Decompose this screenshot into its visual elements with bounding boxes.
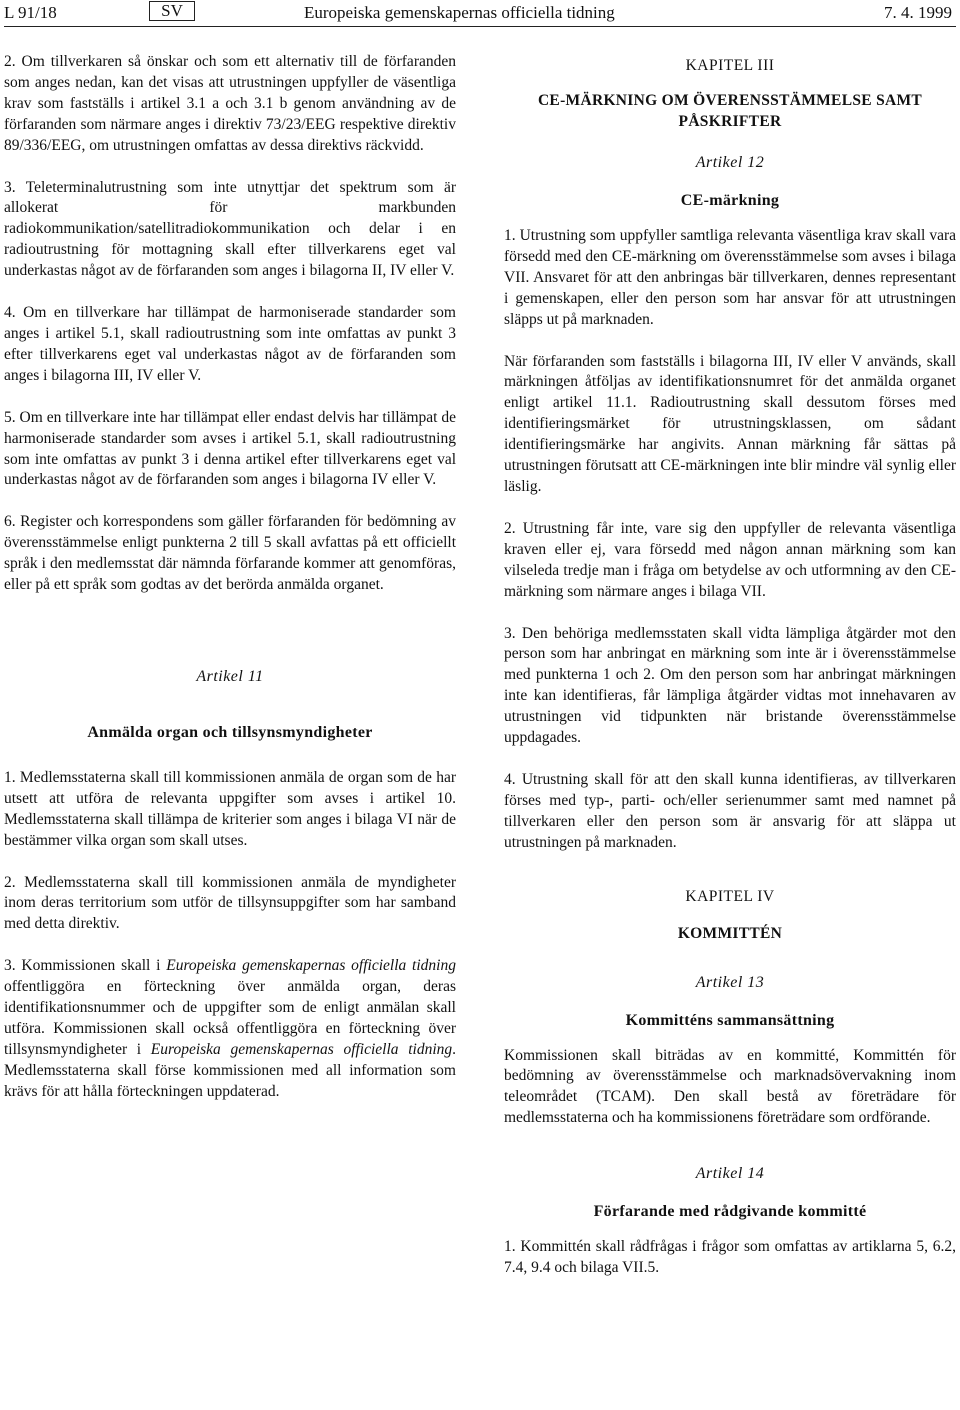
article-13-title: Kommitténs sammansättning: [625, 1011, 835, 1029]
chapter-4-label: KAPITEL IV: [685, 887, 775, 905]
article-11-paragraph-3: [4, 956, 456, 1102]
journal-reference: Europeiska gemenskapernas officiella tidning: [166, 957, 456, 975]
article-13-number: Artikel 13: [695, 973, 765, 991]
article-12-paragraph-3: 3. Den behöriga medlemsstaten skall vidta lämpliga åtgärder mot den person som har anbringat en märkning som inte är i överensstämmelse med punkterna 1 och 2. Om den person som har anbringat märkningen inte kan identifieras, får lämpliga åtgärder vidtas mot innehavaren av utrustningen vid tidpunkten när bristande överensstämmelse uppdagades.: [504, 624, 956, 747]
chapter-3-label: KAPITEL III: [685, 57, 775, 74]
article-14-title: Förfarande med rådgivande kommitté: [593, 1203, 867, 1221]
text-segment: offentliggöra en förteckning över anmälda organ, deras identifikationsnummer och de uppgifter som de enligt anmälan skall utföra. Kommissionen skall också offentliggöra en förteckning över tillsynsmyndigheter i: [4, 978, 456, 1058]
article-11-title: Anmälda organ och tillsynsmyndigheter: [87, 723, 373, 741]
journal-reference: Europeiska gemenskapernas officiella tidning: [150, 1040, 453, 1058]
article-12-title: CE-märkning: [680, 192, 780, 209]
journal-title: Europeiska gemenskapernas officiella tidning: [304, 3, 615, 22]
right-column: [504, 52, 956, 1279]
article-12-paragraph-1: 1. Utrustning som uppfyller samtliga relevanta väsentliga krav skall vara försedd med den CE-märkning om överensstämmelse som avses i bilaga VII. Ansvaret för att den anbringas bär tillverkaren, dennes representant i gemenskapen, eller den person som har ansvar för att utrustningen släpps ut på marknaden.: [504, 227, 956, 328]
language-code: SV: [149, 1, 195, 21]
paragraph-6: 6. Register och korrespondens som gäller förfaranden för bedömning av överensstämmelse enligt punkterna 2 till 5 skall avfattas på ett officiellt språk i den medlemsstat där nämnda förfarande kommer att genomföras, eller på ett språk som godtas av det berörda anmälda organet.: [4, 513, 456, 594]
article-12-paragraph-4: 4. Utrustning skall för att den skall kunna identifieras, av tillverkaren förses med typ-, parti- och/eller serienummer samt med namnet på tillverkaren eller den person som är ansvarig för att släppa ut utrustningen på marknaden.: [504, 770, 956, 851]
paragraph-3: 3. Teleterminalutrustning som inte utnyttjar det spektrum som är allokerat för markbunden radiokommunikation/satellitradiokommunikation och delar i en radioutrustning för mottagning skall efter tillverkarens eget val underkastas något av de förfaranden som anges i bilagorna II, IV eller V.: [4, 178, 456, 280]
article-11-number: Artikel 11: [196, 667, 264, 685]
article-12-paragraph-1b: När förfaranden som fastställs i bilagorna III, IV eller V används, skall märkningen åtföljas av identifikationsnumret för det anmälda organet enligt artikel 11.1. Radioutrustning skall dessutom förses med identifieringsmärket för utrustningsklassen, om sådant identifieringsmärke har angivits. Annan märkning får sättas på utrustningen förutsatt att CE-märkningen inte blir mindre väl synlig eller läslig.: [504, 352, 956, 495]
chapter-4-title: KOMMITTÉN: [677, 924, 783, 942]
article-12-number: Artikel 12: [695, 154, 765, 171]
paragraph-4: 4. Om en tillverkare har tillämpat de harmoniserade standarder som anges i artikel 5.1, skall radioutrustning som inte omfattas av punkt 3 efter tillverkarens eget val underkastas något av de förfaranden som anges i bilagorna III, IV eller V.: [4, 304, 456, 384]
text-segment: 3. Kommissionen skall i: [4, 957, 167, 975]
article-14-paragraph-1: 1. Kommittén skall rådfrågas i frågor som omfattas av artiklarna 5, 6.2, 7.4, 9.4 och bilaga VII.5.: [504, 1238, 956, 1277]
article-14-number: Artikel 14: [695, 1165, 765, 1183]
article-12-paragraph-2: 2. Utrustning får inte, vare sig den uppfyller de relevanta väsentliga kraven eller ej, vara försedd med någon annan märkning som kan vilseleda tredje man i fråga om betydelse av och utformning av den CE-märkning som närmare anges i bilaga VII.: [504, 519, 956, 600]
article-11-paragraph-2: 2. Medlemsstaterna skall till kommissionen anmäla de myndigheter inom deras territorium som utför de tillsynsuppgifter som har samband med detta direktiv.: [4, 873, 456, 933]
text-segment: . Medlemsstaterna skall förse kommissionen med all information som krävs för att hålla förteckningen uppdaterad.: [4, 1040, 457, 1100]
paragraph-2: 2. Om tillverkaren så önskar och som ett alternativ till de förfaranden som anges nedan, kan det visas att utrustningen uppfyller de väsentliga krav som fastställs i artikel 3.1 a och 3.1 b genom användning av de förfaranden som närmare anges i direktiv 73/23/EEG respektive direktiv 89/336/EEG, om utrustningen omfattas av dessa direktivs räckvidd.: [4, 53, 456, 154]
page-number: L 91/18: [4, 3, 57, 22]
article-13-paragraph: Kommissionen skall biträdas av en kommitté, Kommittén för bedömning av överensstämmelse och marknadsövervakning inom teleområdet (TCAM). Den skall bestå av företrädare för medlemsstaterna och ha kommissionens företrädare som ordförande.: [504, 1046, 956, 1127]
chapter-3-title: CE-MÄRKNING OM ÖVERENSSTÄMMELSE SAMT PÅSKRIFTER: [537, 92, 923, 130]
issue-date: 7. 4. 1999: [884, 3, 952, 22]
paragraph-5: 5. Om en tillverkare inte har tillämpat eller endast delvis har tillämpat de harmoniserade standarder som avses i artikel 5.1, skall radioutrustning som inte omfattas av punkt 3 i denna artikel efter tillverkarens eget val underkastas något av de förfaranden som anges i bilagorna IV eller V.: [4, 408, 456, 489]
article-11-paragraph-1: 1. Medlemsstaterna skall till kommissionen anmäla de organ som de har utsett att utföra de relevanta uppgifter som avses i artikel 10. Medlemsstaterna skall tillämpa de kriterier som anges i bilaga VI när de bestämmer vilka organ som skall utses.: [4, 768, 456, 849]
left-column: [4, 52, 456, 1103]
page-header: [4, 0, 956, 27]
